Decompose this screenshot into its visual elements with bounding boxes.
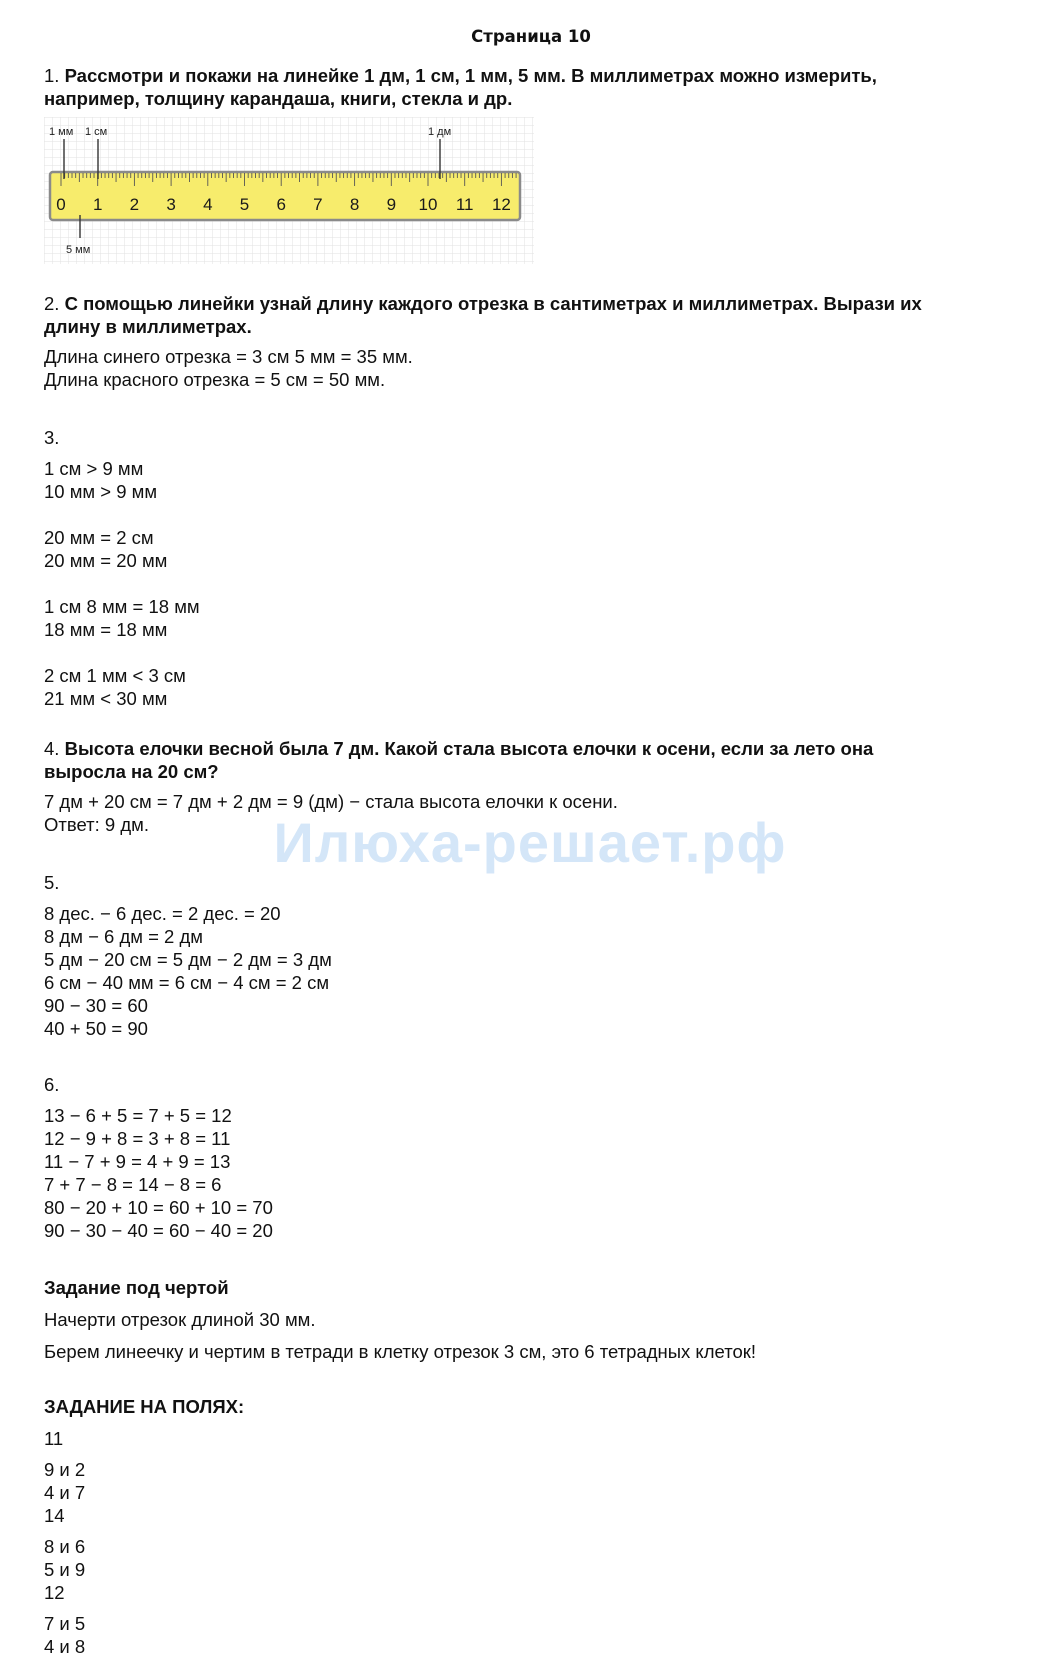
watermark: Илюха-решает.рф [273, 811, 787, 874]
task-2-answer-2: Длина красного отрезка = 5 см = 50 мм. [44, 369, 386, 390]
ruler-number: 10 [418, 195, 438, 214]
ruler-number: 8 [349, 195, 360, 214]
task-6-lines [44, 1104, 1024, 1242]
margin-task-line: 8 и 6 [44, 1536, 86, 1557]
task-4-answer-2: Ответ: 9 дм. [44, 814, 149, 835]
task-3-number: 3. [44, 427, 60, 448]
task-2-number: 2. [44, 293, 60, 314]
ruler-number: 5 [239, 195, 250, 214]
task-6-line: 80 − 20 + 10 = 60 + 10 = 70 [44, 1197, 273, 1218]
task-2-answer-1: Длина синего отрезка = 3 см 5 мм = 35 мм. [44, 346, 413, 367]
ruler-number: 12 [491, 195, 511, 214]
task-6-line: 13 − 6 + 5 = 7 + 5 = 12 [44, 1105, 232, 1126]
task-2-text-line2: длину в миллиметрах. [44, 316, 252, 337]
task-6-line: 12 − 9 + 8 = 3 + 8 = 11 [44, 1128, 231, 1149]
margin-task-line: 4 и 8 [44, 1636, 86, 1657]
task-2-text-line1: С помощью линейки узнай длину каждого отрезка в сантиметрах и миллиметрах. Вырази их [64, 293, 922, 314]
label-1mm: 1 мм [49, 126, 74, 138]
margin-task-line: 4 и 7 [44, 1482, 86, 1503]
under-line-text-2: Берем линеечку и чертим в тетради в клетку отрезок 3 см, это 6 тетрадных клеток! [44, 1341, 756, 1362]
label-5mm: 5 мм [66, 244, 91, 256]
task-1-text-line2: например, толщину карандаша, книги, стекла и др. [44, 88, 513, 109]
ruler-illustration [44, 117, 534, 264]
task-4 [44, 737, 1024, 836]
task-4-number: 4. [44, 738, 60, 759]
ruler-number: 3 [166, 195, 176, 214]
task-3-line: 10 мм > 9 мм [44, 481, 158, 502]
margin-task-line: 12 [44, 1582, 65, 1603]
task-5-number: 5. [44, 872, 60, 893]
task-3-line: 20 мм = 20 мм [44, 550, 168, 571]
margin-task-line: 11 [44, 1428, 64, 1449]
ruler-svg [44, 117, 534, 264]
ruler-number: 7 [313, 195, 323, 214]
margin-task-line: 5 и 9 [44, 1559, 86, 1580]
task-3-line: 1 см > 9 мм [44, 458, 144, 479]
margin-task-group-1 [44, 1427, 1024, 1450]
task-1-text-line1: Рассмотри и покажи на линейке 1 дм, 1 см, 1 мм, 5 мм. В миллиметрах можно измерить, [64, 65, 877, 86]
ruler-number: 9 [386, 195, 397, 214]
task-3-line: 20 мм = 2 см [44, 527, 154, 548]
label-1cm: 1 см [85, 126, 108, 138]
task-3-line: 18 мм = 18 мм [44, 619, 168, 640]
task-5-line: 8 дес. − 6 дес. = 2 дес. = 20 [44, 903, 281, 924]
task-5-lines [44, 902, 1024, 1040]
margin-task-group-2 [44, 1458, 1024, 1527]
page-title: Страница 10 [471, 27, 591, 46]
margin-task-group-4 [44, 1612, 1024, 1658]
task-3 [44, 426, 1024, 710]
ruler-number: 4 [203, 195, 213, 214]
task-1-number: 1. [44, 65, 60, 86]
task-3-group-1 [44, 457, 1024, 503]
task-5-line: 8 дм − 6 дм = 2 дм [44, 926, 203, 947]
margin-task [44, 1395, 1024, 1658]
task-6-number: 6. [44, 1074, 60, 1095]
task-4-text-line1: Высота елочки весной была 7 дм. Какой стала высота елочки к осени, если за лето она [64, 738, 874, 759]
ruler-number: 6 [276, 195, 286, 214]
task-3-line: 21 мм < 30 мм [44, 688, 168, 709]
task-3-line: 2 см 1 мм < 3 см [44, 665, 186, 686]
task-6 [44, 1073, 1024, 1242]
task-5-line: 40 + 50 = 90 [44, 1018, 148, 1039]
task-3-group-4 [44, 664, 1024, 710]
task-5-line: 5 дм − 20 см = 5 дм − 2 дм = 3 дм [44, 949, 332, 970]
ruler-number: 0 [56, 195, 66, 214]
task-5 [44, 871, 1024, 1040]
margin-task-line: 7 и 5 [44, 1613, 86, 1634]
under-line-task [44, 1276, 1024, 1363]
task-6-line: 11 − 7 + 9 = 4 + 9 = 13 [44, 1151, 231, 1172]
under-line-heading: Задание под чертой [44, 1277, 229, 1298]
margin-task-line: 9 и 2 [44, 1459, 86, 1480]
task-4-text-line2: выросла на 20 см? [44, 761, 219, 782]
task-6-line: 90 − 30 − 40 = 60 − 40 = 20 [44, 1220, 273, 1241]
task-3-line: 1 см 8 мм = 18 мм [44, 596, 200, 617]
task-2 [44, 292, 1024, 391]
margin-task-heading: ЗАДАНИЕ НА ПОЛЯХ: [44, 1396, 245, 1417]
task-6-line: 7 + 7 − 8 = 14 − 8 = 6 [44, 1174, 222, 1195]
ruler-number: 2 [129, 195, 140, 214]
label-1dm: 1 дм [428, 126, 452, 138]
task-3-group-3 [44, 595, 1024, 641]
task-3-group-2 [44, 526, 1024, 572]
task-1 [44, 64, 1024, 110]
ruler-number: 11 [455, 195, 474, 214]
under-line-text-1: Начерти отрезок длиной 30 мм. [44, 1309, 316, 1330]
ruler-number: 1 [92, 195, 103, 214]
task-5-line: 6 см − 40 мм = 6 см − 4 см = 2 см [44, 972, 330, 993]
task-5-line: 90 − 30 = 60 [44, 995, 148, 1016]
task-4-answer-1: 7 дм + 20 см = 7 дм + 2 дм = 9 (дм) − стала высота елочки к осени. [44, 791, 618, 812]
margin-task-line: 14 [44, 1505, 65, 1526]
margin-task-group-3 [44, 1535, 1024, 1604]
